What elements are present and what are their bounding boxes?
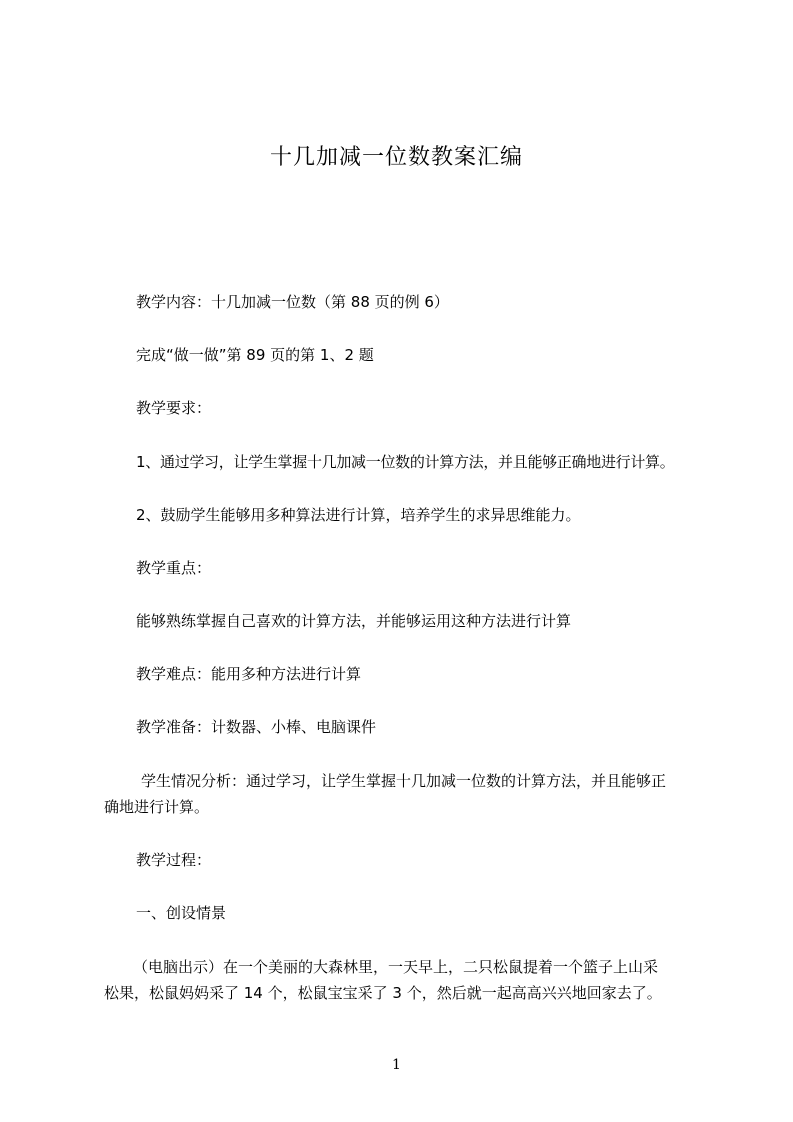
teaching-focus-text: 能够熟练掌握自己喜欢的计算方法，并能够运用这种方法进行计算 [136,612,572,630]
section-heading-scenario: 一、创设情景 [136,904,227,922]
teaching-focus-heading: 教学重点： [136,559,212,577]
student-analysis-line-2: 确地进行计算。 [104,798,210,816]
exercise-assignment: 完成“做一做”第 89 页的第 1、2 题 [136,346,374,364]
student-analysis-line-1: 学生情况分析：通过学习，让学生掌握十几加减一位数的计算方法，并且能够正 [141,772,667,790]
scenario-text-line-2: 松果，松鼠妈妈采了 14 个，松鼠宝宝采了 3 个，然后就一起高高兴兴地回家去了。 [104,984,662,1002]
page-number: 1 [392,1057,401,1073]
teaching-content: 教学内容：十几加减一位数（第 88 页的例 6） [136,293,449,311]
teaching-difficulty: 教学难点：能用多种方法进行计算 [136,665,362,683]
requirement-item-1: 1、通过学习，让学生掌握十几加减一位数的计算方法，并且能够正确地进行计算。 [136,453,675,471]
document-title: 十几加减一位数教案汇编 [269,145,523,170]
teaching-process-heading: 教学过程： [136,851,212,869]
scenario-text-line-1: （电脑出示）在一个美丽的大森林里，一天早上，二只松鼠提着一个篮子上山采 [133,958,659,976]
teaching-requirements-heading: 教学要求： [136,399,212,417]
requirement-item-2: 2、鼓励学生能够用多种算法进行计算，培养学生的求异思维能力。 [136,506,581,524]
teaching-preparation: 教学准备：计数器、小棒、电脑课件 [136,718,377,736]
